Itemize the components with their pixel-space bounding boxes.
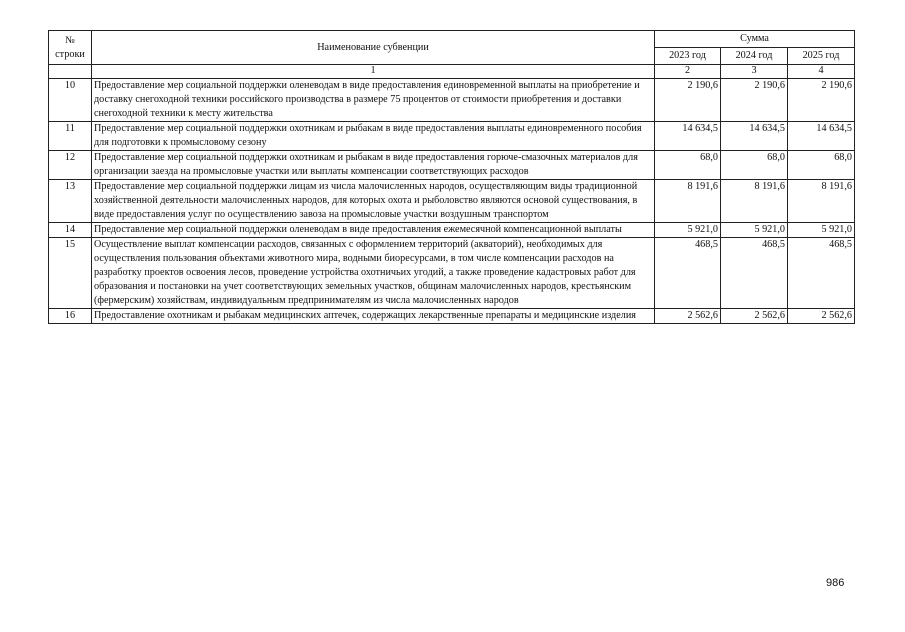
row-number: 12	[49, 151, 92, 180]
table-row	[49, 151, 855, 180]
table-row	[49, 180, 855, 223]
header-year-2023: 2023 год	[655, 48, 721, 65]
index-cell-3: 3	[721, 65, 788, 79]
amount-2025: 2 562,6	[788, 309, 855, 324]
row-number: 10	[49, 79, 92, 122]
header-name: Наименование субвенции	[92, 31, 655, 65]
amount-2024: 468,5	[721, 238, 788, 309]
amount-2023: 68,0	[655, 151, 721, 180]
header-row-number	[49, 31, 92, 65]
row-number: 15	[49, 238, 92, 309]
subvention-name: Предоставление мер социальной поддержки охотникам и рыбакам в виде предоставления горюче-смазочных материалов для организации заезда на промысловые участки или выплаты компенсации соответствующих расходов	[92, 151, 655, 180]
amount-2024: 2 190,6	[721, 79, 788, 122]
index-cell-2: 2	[655, 65, 721, 79]
table-row	[49, 238, 855, 309]
table-row	[49, 223, 855, 238]
amount-2023: 14 634,5	[655, 122, 721, 151]
header-year-2024: 2024 год	[721, 48, 788, 65]
amount-2023: 2 190,6	[655, 79, 721, 122]
amount-2024: 2 562,6	[721, 309, 788, 324]
table-row	[49, 309, 855, 324]
amount-2023: 2 562,6	[655, 309, 721, 324]
amount-2024: 5 921,0	[721, 223, 788, 238]
subvention-name: Предоставление мер социальной поддержки оленеводам в виде предоставления единовременной выплаты на приобретение и доставку снегоходной техники российского производства в размере 75 процентов от стоимости приобретения и доставки снегоходной техники к месту жительства	[92, 79, 655, 122]
subvention-name: Предоставление охотникам и рыбакам медицинских аптечек, содержащих лекарственные препараты и медицинские изделия	[92, 309, 655, 324]
amount-2025: 68,0	[788, 151, 855, 180]
amount-2024: 8 191,6	[721, 180, 788, 223]
amount-2023: 8 191,6	[655, 180, 721, 223]
row-number: 13	[49, 180, 92, 223]
row-number: 14	[49, 223, 92, 238]
amount-2023: 5 921,0	[655, 223, 721, 238]
subvention-name: Осуществление выплат компенсации расходов, связанных с оформлением территорий (акваторий), необходимых для осуществления пользования объектами животного мира, водными биоресурсами, в том числе компенсации расходов на разработку проектов освоения лесов, проведение устройства охотничьих угодий, а также проведение кадастровых работ для образования и постановки на учет соответствующих земельных участков, общинам малочисленных народов, крестьянским (фермерским) хозяйствам, индивидуальным предпринимателям из числа малочисленных народов	[92, 238, 655, 309]
amount-2025: 5 921,0	[788, 223, 855, 238]
table-row	[49, 79, 855, 122]
subvention-name: Предоставление мер социальной поддержки лицам из числа малочисленных народов, осуществляющим виды традиционной хозяйственной деятельности малочисленных народов, для которых охота и рыболовство являются основой существования, в виде предоставления услуг по осуществлению завоза на промысловые участки воздушным транспортом	[92, 180, 655, 223]
index-cell-1: 1	[92, 65, 655, 79]
table-row	[49, 122, 855, 151]
index-cell-empty	[49, 65, 92, 79]
amount-2025: 468,5	[788, 238, 855, 309]
row-number: 11	[49, 122, 92, 151]
header-year-2025: 2025 год	[788, 48, 855, 65]
page-number: 986	[826, 577, 845, 589]
amount-2023: 468,5	[655, 238, 721, 309]
amount-2025: 14 634,5	[788, 122, 855, 151]
index-cell-4: 4	[788, 65, 855, 79]
subvention-table	[48, 30, 855, 324]
row-number: 16	[49, 309, 92, 324]
subvention-name: Предоставление мер социальной поддержки охотникам и рыбакам в виде предоставления выплаты единовременного пособия для подготовки к промысловому сезону	[92, 122, 655, 151]
amount-2025: 8 191,6	[788, 180, 855, 223]
header-row-number-label: № строки	[55, 34, 85, 60]
amount-2024: 14 634,5	[721, 122, 788, 151]
subvention-name: Предоставление мер социальной поддержки оленеводам в виде предоставления ежемесячной компенсационной выплаты	[92, 223, 655, 238]
header-sum: Сумма	[655, 31, 855, 48]
amount-2025: 2 190,6	[788, 79, 855, 122]
amount-2024: 68,0	[721, 151, 788, 180]
